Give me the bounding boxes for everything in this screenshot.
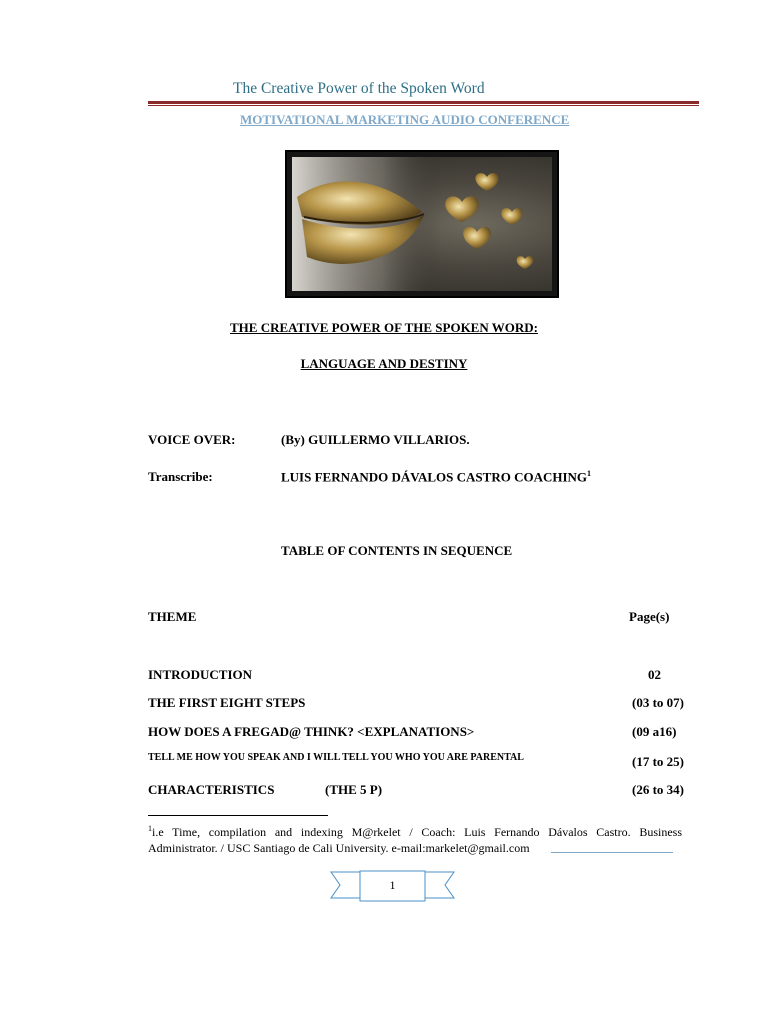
cover-photo bbox=[285, 150, 559, 298]
credit-value-transcribe bbox=[281, 469, 591, 485]
toc-row-title: THE FIRST EIGHT STEPS bbox=[148, 695, 306, 710]
footnote bbox=[148, 821, 682, 856]
credit-value-voice: (By) GUILLERMO VILLARIOS. bbox=[281, 432, 470, 447]
footnote-mark: 1 bbox=[148, 824, 152, 833]
toc-row-title: CHARACTERISTICS bbox=[148, 782, 275, 797]
header-subtitle: MOTIVATIONAL MARKETING AUDIO CONFERENCE bbox=[240, 112, 570, 127]
toc-row-pages: (09 a16) bbox=[632, 724, 677, 739]
toc-row-pages: 02 bbox=[648, 667, 661, 682]
sub-title: LANGUAGE AND DESTINY bbox=[300, 356, 468, 371]
credit-label-voice: VOICE OVER: bbox=[148, 432, 236, 447]
main-title-text: THE CREATIVE POWER OF THE SPOKEN WORD: bbox=[230, 320, 538, 335]
toc-col-theme: THEME bbox=[148, 609, 197, 624]
footnote-ref: 1 bbox=[587, 469, 592, 478]
toc-heading: TABLE OF CONTENTS IN SEQUENCE bbox=[281, 543, 513, 558]
email-link-underline bbox=[551, 852, 673, 853]
page-number-banner bbox=[330, 870, 455, 902]
header-rule bbox=[148, 101, 699, 104]
toc-row-pages: (03 to 07) bbox=[632, 695, 684, 710]
footnote-separator bbox=[148, 815, 328, 816]
toc-row-title: HOW DOES A FREGAD@ THINK? <EXPLANATIONS> bbox=[148, 724, 475, 739]
page-number: 1 bbox=[389, 878, 396, 892]
transcriber-name: LUIS FERNANDO DÁVALOS CASTRO COACHING bbox=[281, 469, 588, 485]
toc-row-title: TELL ME HOW YOU SPEAK AND I WILL TELL YOU WHO YOU ARE PARENTAL bbox=[148, 752, 524, 763]
toc-col-pages: Page(s) bbox=[629, 609, 670, 624]
credit-label-transcribe: Transcribe: bbox=[148, 469, 213, 484]
golden-lips-hearts-image bbox=[292, 157, 552, 291]
header-title: The Creative Power of the Spoken Word bbox=[233, 80, 485, 97]
header-rule-thin bbox=[148, 105, 699, 106]
toc-row-pages: (17 to 25) bbox=[632, 754, 684, 769]
toc-row-title: INTRODUCTION bbox=[148, 667, 253, 682]
footnote-text: i.e Time, compilation and indexing M@rkelet / Coach: Luis Fernando Dávalos Castro. Business Administrator. / USC Santiago de Cali University. e-mail:markelet@gmail.com bbox=[148, 825, 682, 855]
toc-row-pages: (26 to 34) bbox=[632, 782, 684, 797]
toc-row-extra: (THE 5 P) bbox=[325, 782, 383, 797]
main-title bbox=[0, 320, 768, 336]
